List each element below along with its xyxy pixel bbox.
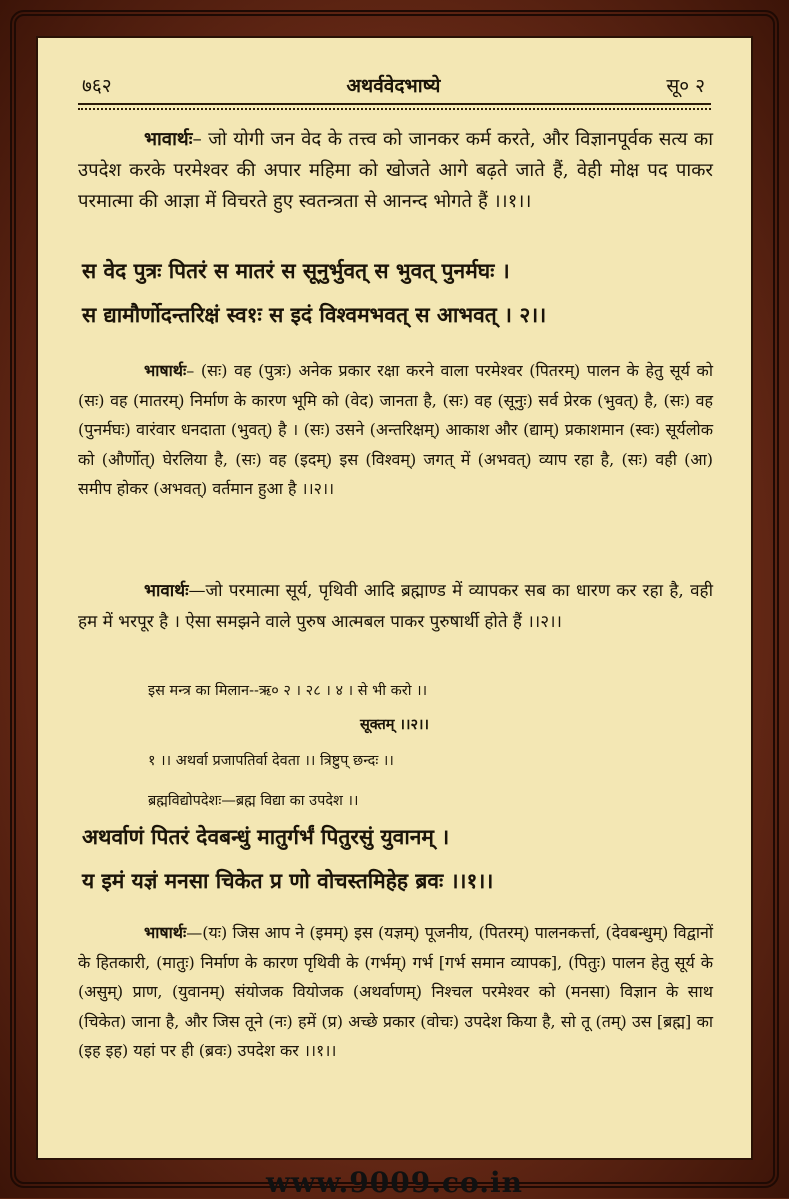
bhavartha-label: भावार्थः (144, 581, 189, 601)
sukta-number: सू० २ (666, 75, 705, 97)
bhashartha-text: – (सः) वह (पुत्रः) अनेक प्रकार रक्षा करने वाला परमेश्वर (पितरम्) पालन के हेतु सूर्य को (सः) वह (मातरम्) निर्माण के कारण भूमि को (वेद) जानता है, (सः) वह (सूनुः) सर्व प्रेरक (भुवत्) है, (सः) वह (पुनर्मघः) वारंवार धनदाता (भुवत्) है । (सः) उसने (अन्तरिक्षम्) आकाश और (द्याम्) प्रकाशमान (स्वः) सूर्यलोक को (और्णोत्) घेरलिया है, (सः) वह (इदम्) इस (विश्वम्) जगत् में (अभवत्) व्याप रहा है, (सः) वही (आ) समीप होकर (अभवत्) वर्तमान हुआ है ।।२।। (78, 361, 713, 498)
page-number: ७६२ (82, 75, 112, 97)
book-page (36, 36, 753, 1160)
mantra-1-line-2: य इमं यज्ञं मनसा चिकेत प्र णो वोचस्तमिहेह ब्रवः ।।१।। (82, 868, 494, 893)
bhashartha-label: भाषार्थः (144, 923, 187, 942)
website-url: www.9009.co.in (266, 1166, 523, 1199)
bhavartha-paragraph-2 (78, 576, 713, 638)
sukta-heading: सूक्तम् ।।२।। (359, 716, 430, 733)
page-title: अथर्ववेदभाष्ये (346, 75, 441, 97)
bhashartha-paragraph-3 (78, 918, 713, 1066)
mantra-1-line-1: अथर्वाणं पितरं देवबन्धुं मातुर्गर्भं पितुरसुं युवानम् । (82, 824, 450, 849)
bhavartha-text: —जो परमात्मा सूर्य, पृथिवी आदि ब्रह्माण्ड में व्यापकर सब का धारण कर रहा है, वही हम में भरपूर है । ऐसा समझने वाले पुरुष आत्मबल पाकर पुरुषार्थी होते हैं ।।२।। (78, 581, 713, 632)
reference-note: इस मन्त्र का मिलान--ऋ० २ । २८ । ४ । से भी करो ।। (148, 683, 428, 699)
bhavartha-text: – जो योगी जन वेद के तत्त्व को जानकर कर्म करते, और विज्ञानपूर्वक सत्य का उपदेश करके परमेश्वर की अपार महिमा को खोजते आगे बढ़ते जाते हैं, वेही मोक्ष पद पाकर परमात्मा की आज्ञा में विचरते हुए स्वतन्त्रता से आनन्द भोगते हैं ।।१।। (78, 129, 713, 212)
bhashartha-label: भाषार्थः (144, 361, 187, 380)
header-rule (78, 103, 711, 105)
mantra-2-line-1: स वेद पुत्रः पितरं स मातरं स सूनुर्भुवत् स भुवत् पुनर्मघः । (82, 258, 510, 283)
bhashartha-text: —(यः) जिस आप ने (इमम्) इस (यज्ञम्) पूजनीय, (पितरम्) पालनकर्त्ता, (देवबन्धुम्) विद्वानों के हितकारी, (मातुः) निर्माण के कारण पृथिवी के (गर्भम्) गर्भ [गर्भ समान व्यापक], (पितुः) पालन हेतु सूर्य के (असुम्) प्राण, (युवानम्) संयोजक वियोजक (अथर्वाणम्) निश्चल परमेश्वर को (मनसा) विज्ञान के साथ (चिकेत) जाना है, और जिस तूने (नः) हमें (प्र) अच्छे प्रकार (वोचः) उपदेश किया है, सो तू (तम्) उस [ब्रह्म] का (इह इह) यहां पर ही (ब्रवः) उपदेश कर ।।१।। (78, 923, 713, 1060)
devata-line: १ ।। अथर्वा प्रजापतिर्वा देवता ।। त्रिष्टुप् छन्दः ।। (148, 753, 394, 769)
page-header (82, 66, 705, 102)
bhashartha-paragraph-2 (78, 356, 713, 504)
mantra-2-line-2: स द्यामौर्णोदन्तरिक्षं स्व१ः स इदं विश्वमभवत् स आभवत् । २।। (82, 302, 547, 327)
bhavartha-label: भावार्थः (144, 129, 193, 150)
bhavartha-paragraph-1 (78, 124, 713, 217)
header-dotted-rule (78, 108, 711, 110)
topic-line: ब्रह्मविद्योपदेशः—ब्रह्म विद्या का उपदेश ।। (148, 793, 359, 809)
